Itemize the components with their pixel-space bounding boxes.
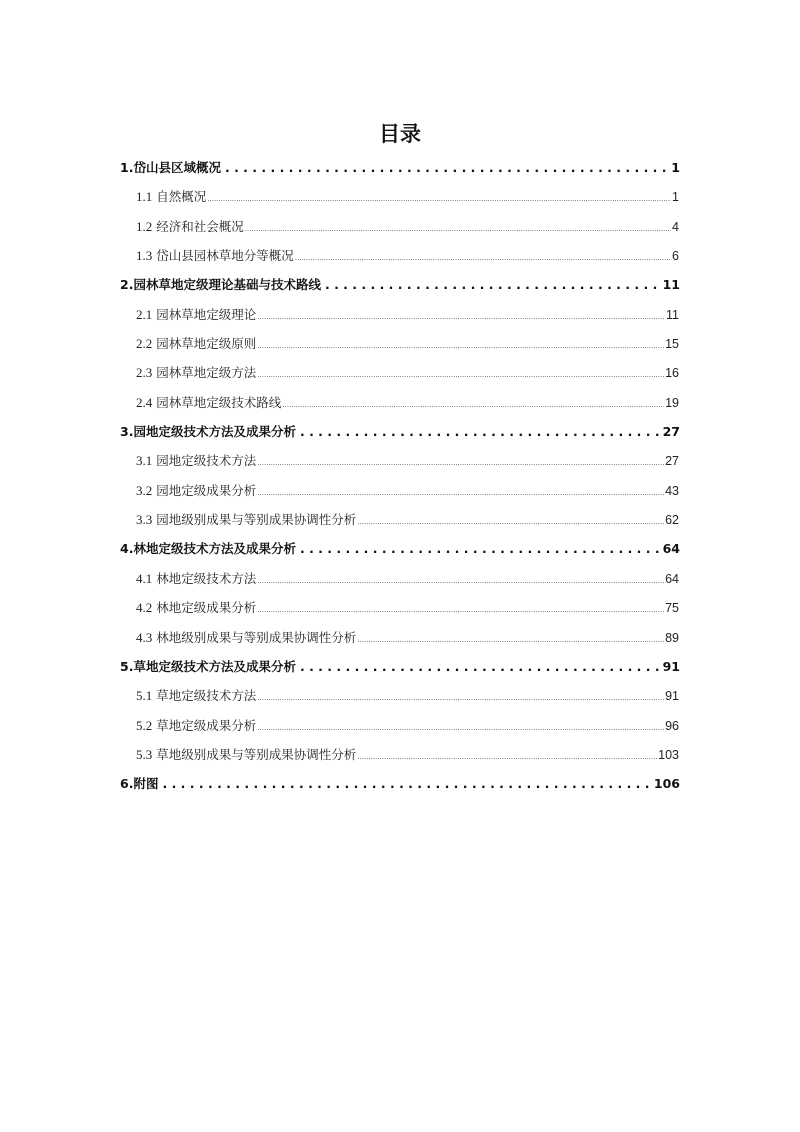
toc-number: 4.2 — [136, 600, 153, 616]
toc-number: 2. — [120, 277, 134, 293]
toc-number: 5. — [120, 658, 134, 674]
toc-text: 园林草地定级原则 — [156, 336, 257, 352]
toc-text: 岱山县园林草地分等概况 — [156, 248, 294, 264]
toc-text: 草地级别成果与等别成果协调性分析 — [156, 746, 357, 762]
toc-number: 2.2 — [136, 336, 153, 352]
toc-text: 自然概况 — [156, 189, 207, 205]
toc-leader — [357, 743, 657, 772]
toc-page: 11 — [666, 307, 679, 322]
toc-text: 园林草地定级技术路线 — [156, 394, 282, 410]
toc-leader — [257, 596, 664, 625]
toc-entry-2-2[interactable] — [0, 329, 679, 358]
toc-entry-3-1[interactable] — [0, 446, 679, 475]
toc-number: 3.1 — [136, 453, 153, 469]
toc-number: 5.1 — [136, 688, 153, 704]
toc-leader — [295, 244, 671, 273]
toc-page: 19 — [665, 395, 679, 410]
toc-number: 1.1 — [136, 189, 153, 205]
toc-page: 1 — [672, 190, 679, 205]
toc-leader — [257, 479, 664, 508]
toc-leader — [300, 652, 659, 681]
toc-page: 1 — [671, 160, 680, 175]
toc-entry-5-1[interactable] — [0, 681, 679, 710]
toc-number: 3.2 — [136, 482, 153, 498]
toc-page: 11 — [662, 277, 680, 293]
table-of-contents — [0, 153, 800, 799]
toc-entry-5-2[interactable] — [0, 711, 679, 740]
toc-page: 96 — [665, 718, 679, 733]
toc-page: 27 — [665, 454, 679, 469]
toc-text: 岱山县区域概况 — [133, 160, 221, 175]
toc-text: 园地级别成果与等别成果协调性分析 — [156, 512, 357, 528]
toc-page: 6 — [672, 249, 679, 264]
toc-number: 3. — [120, 424, 134, 440]
page-title: 目录 — [379, 122, 421, 146]
toc-leader — [162, 769, 649, 798]
toc-leader — [257, 303, 665, 332]
toc-leader — [357, 508, 664, 537]
toc-text: 草地定级成果分析 — [156, 717, 257, 733]
toc-leader — [357, 626, 664, 655]
toc-entry-1-2[interactable] — [0, 212, 679, 241]
toc-text: 园林草地定级理论 — [156, 306, 257, 322]
toc-page: 75 — [665, 601, 679, 616]
toc-leader — [207, 185, 671, 214]
toc-text: 园地定级技术方法 — [156, 453, 257, 469]
toc-number: 2.3 — [136, 365, 153, 381]
toc-number: 1.3 — [136, 248, 153, 264]
toc-entry-5-3[interactable] — [0, 740, 679, 769]
toc-text: 林地级别成果与等别成果协调性分析 — [156, 629, 357, 645]
toc-number: 4.1 — [136, 570, 153, 586]
toc-number: 3.3 — [136, 512, 153, 528]
toc-text: 草地定级技术方法 — [156, 688, 257, 704]
toc-text: 园林草地定级方法 — [156, 365, 257, 381]
toc-page: 64 — [662, 541, 680, 557]
toc-text: 园地定级成果分析 — [156, 482, 257, 498]
toc-number: 2.1 — [136, 306, 153, 322]
toc-entry-3-2[interactable] — [0, 476, 679, 505]
toc-entry-2-4[interactable] — [0, 388, 679, 417]
toc-page: 64 — [665, 571, 679, 586]
toc-page: 106 — [653, 776, 680, 792]
toc-page: 27 — [662, 424, 680, 440]
toc-number: 1. — [120, 160, 134, 175]
toc-entry-chapter-4[interactable] — [0, 534, 680, 563]
toc-page: 43 — [665, 483, 679, 498]
toc-entry-4-1[interactable] — [0, 564, 679, 593]
toc-page: 91 — [662, 658, 680, 674]
toc-page: 15 — [665, 337, 679, 352]
toc-leader — [257, 449, 664, 478]
toc-entry-3-3[interactable] — [0, 505, 679, 534]
toc-entry-1-1[interactable] — [0, 182, 679, 211]
toc-text: 园林草地定级理论基础与技术路线 — [133, 277, 321, 293]
toc-entry-chapter-1[interactable] — [0, 153, 680, 182]
toc-number: 2.4 — [136, 394, 153, 410]
toc-leader — [300, 534, 659, 563]
toc-entry-2-1[interactable] — [0, 300, 679, 329]
toc-number: 5.2 — [136, 717, 153, 733]
toc-leader — [300, 417, 659, 446]
toc-page: 4 — [672, 219, 679, 234]
toc-leader — [325, 270, 659, 299]
toc-number: 6. — [120, 776, 134, 792]
toc-leader — [257, 714, 664, 743]
toc-leader — [257, 567, 664, 596]
toc-page: 89 — [665, 630, 679, 645]
toc-page: 16 — [665, 366, 679, 381]
toc-leader — [225, 153, 667, 182]
toc-leader — [257, 332, 664, 361]
toc-leader — [257, 361, 664, 390]
toc-text: 园地定级技术方法及成果分析 — [133, 424, 296, 440]
toc-text: 草地定级技术方法及成果分析 — [133, 658, 296, 674]
toc-entry-1-3[interactable] — [0, 241, 679, 270]
toc-page: 62 — [665, 513, 679, 528]
toc-text: 经济和社会概况 — [156, 218, 244, 234]
toc-text: 附图 — [133, 776, 159, 792]
toc-number: 1.2 — [136, 218, 153, 234]
toc-number: 5.3 — [136, 746, 153, 762]
toc-entry-chapter-6[interactable] — [0, 769, 680, 798]
toc-entry-4-3[interactable] — [0, 623, 679, 652]
toc-number: 4. — [120, 541, 134, 557]
toc-entry-2-3[interactable] — [0, 358, 679, 387]
toc-entry-chapter-5[interactable] — [0, 652, 680, 681]
toc-leader — [245, 215, 671, 244]
toc-page: 103 — [658, 747, 679, 762]
toc-leader — [257, 684, 664, 713]
toc-entry-chapter-3[interactable] — [0, 417, 680, 446]
toc-text: 林地定级成果分析 — [156, 600, 257, 616]
toc-entry-chapter-2[interactable] — [0, 270, 680, 299]
toc-leader — [282, 391, 664, 420]
toc-text: 林地定级技术方法及成果分析 — [133, 541, 296, 557]
toc-number: 4.3 — [136, 629, 153, 645]
toc-entry-4-2[interactable] — [0, 593, 679, 622]
toc-page: 91 — [665, 689, 679, 704]
toc-text: 林地定级技术方法 — [156, 570, 257, 586]
